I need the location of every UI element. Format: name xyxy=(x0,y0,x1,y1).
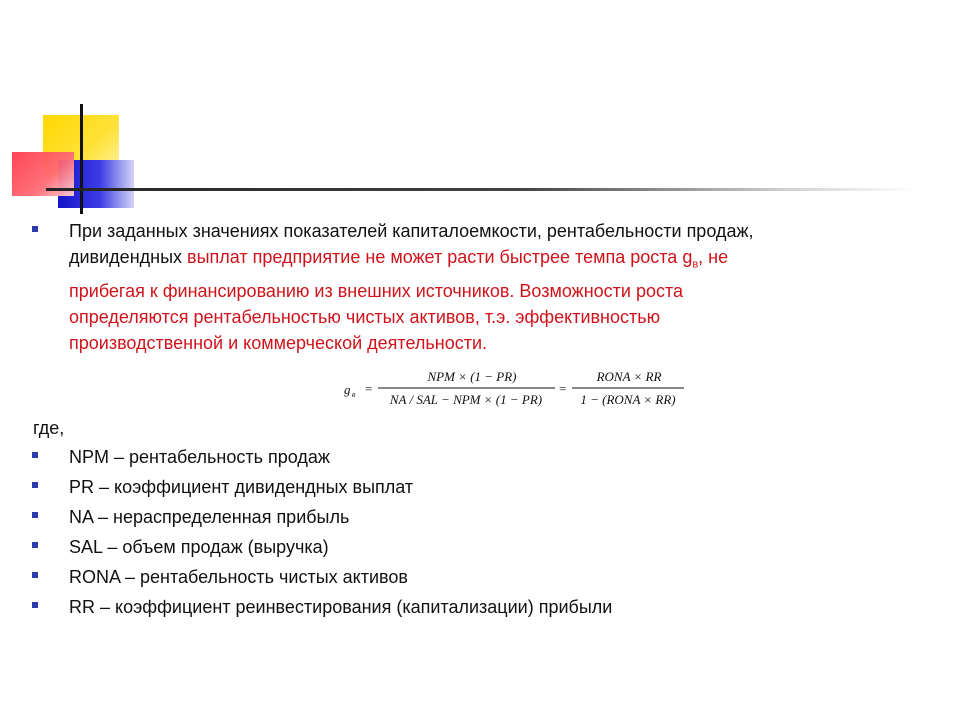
paragraph-line-2 xyxy=(69,244,899,278)
definition-item: PR – коэффициент дивидендных выплат xyxy=(69,477,414,497)
paragraph-line-2-sub: в xyxy=(692,258,699,271)
bullet-square-icon xyxy=(32,226,38,232)
formula-lhs-sub: в xyxy=(352,390,356,399)
paragraph-line-5: производственной и коммерческой деятельности. xyxy=(69,332,488,353)
definition-item: RONA – рентабельность чистых активов xyxy=(69,567,408,587)
paragraph-line-3: прибегая к финансированию из внешних источников. Возможности роста xyxy=(69,280,684,301)
bullet-square-icon xyxy=(32,542,38,548)
paragraph-line-2-red-end: , не xyxy=(698,247,729,267)
decor-horizontal-line xyxy=(46,188,916,191)
bullet-square-icon xyxy=(32,602,38,608)
formula-numerator-1: NPM × (1 − PR) xyxy=(427,369,517,384)
formula-eq-1: = xyxy=(365,381,373,396)
bullet-square-icon xyxy=(32,512,38,518)
paragraph-line-2-black: дивидендных xyxy=(69,247,188,267)
formula-denominator-1: NA / SAL − NPM × (1 − PR) xyxy=(389,392,543,407)
definition-item: NPM – рентабельность продаж xyxy=(69,447,330,467)
formula-lhs: g xyxy=(344,382,351,397)
decor-vertical-line xyxy=(80,104,83,214)
paragraph-line-2-red: выплат предприятие не может расти быстрее темпа роста g xyxy=(187,247,693,267)
paragraph-line-4: определяются рентабельностью чистых активов, т.э. эффективностью xyxy=(69,306,661,327)
bullet-square-icon xyxy=(32,572,38,578)
formula-numerator-2: RONA × RR xyxy=(596,369,662,384)
paragraph-line-1: При заданных значениях показателей капиталоемкости, рентабельности продаж, xyxy=(69,221,754,241)
growth-rate-formula xyxy=(344,366,694,412)
where-label: где, xyxy=(33,418,65,438)
formula-denominator-2: 1 − (RONA × RR) xyxy=(580,392,676,407)
bullet-square-icon xyxy=(32,482,38,488)
bullet-square-icon xyxy=(32,452,38,458)
definition-item: NA – нераспределенная прибыль xyxy=(69,507,350,527)
definition-item: RR – коэффициент реинвестирования (капитализации) прибыли xyxy=(69,597,613,617)
definition-item: SAL – объем продаж (выручка) xyxy=(69,537,329,557)
main-paragraph xyxy=(69,218,899,356)
formula-eq-2: = xyxy=(559,381,567,396)
